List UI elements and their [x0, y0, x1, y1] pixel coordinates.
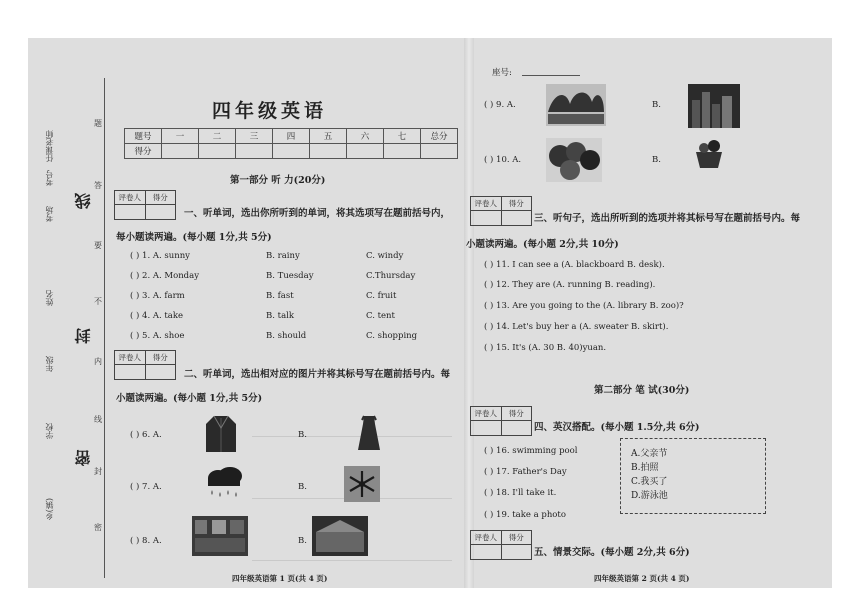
question-row [130, 271, 415, 281]
question-option-b: B. Tuesday [266, 271, 314, 281]
question-9-label: ( ) 9. A. [484, 100, 516, 110]
score-cell [162, 144, 199, 159]
question-10-label: ( ) 10. A. [484, 155, 522, 165]
grader-label: 评卷人 [118, 353, 141, 362]
question-19: ( ) 19. take a photo [484, 510, 566, 520]
exam-title: 四年级英语 [212, 100, 328, 122]
question-8-label: ( ) 8. A. [130, 536, 162, 546]
question-option-c: C. tent [366, 311, 395, 321]
question-row [130, 430, 162, 440]
dress-image [356, 414, 382, 452]
margin-small-word: 题 [94, 119, 102, 128]
margin-label-teacher: 任课老师 [45, 130, 54, 162]
seal-line [104, 78, 105, 578]
score-cell [421, 144, 458, 159]
question-row [298, 482, 307, 492]
score-label: 得分 [145, 191, 176, 204]
margin-label-grade: 年级 [45, 356, 54, 372]
page-1 [112, 38, 462, 588]
grader-box [114, 190, 176, 220]
question-6-label: ( ) 6. A. [130, 430, 162, 440]
city-night-image [688, 84, 740, 128]
question-row [484, 155, 521, 165]
snowflake-image [344, 466, 380, 502]
margin-label-exam-room: 考场 [45, 206, 54, 222]
option-b-label: B. [298, 536, 307, 546]
question-row [130, 331, 417, 341]
score-cell [384, 144, 421, 159]
option-b-label: B. [298, 482, 307, 492]
question-17: ( ) 17. Father's Day [484, 467, 567, 477]
question-row [298, 536, 307, 546]
page-2 [466, 38, 830, 588]
seal-word-xian: 线 [74, 193, 93, 209]
score-label: 得分 [501, 197, 532, 210]
shop-scene-image [192, 516, 248, 556]
question-option-c: C. fruit [366, 291, 397, 301]
score-header-cell: 六 [347, 129, 384, 144]
margin-label-name: 姓名 [45, 290, 54, 306]
binding-margin [32, 38, 110, 588]
score-cell [347, 144, 384, 159]
question-option-a: ( ) 5. A. shoe [130, 331, 185, 341]
page-fold [464, 38, 474, 588]
matching-options-box [620, 438, 766, 514]
grader-box [470, 196, 532, 226]
page-1-footer: 四年级英语第 1 页(共 4 页) [232, 574, 328, 583]
question-option-a: ( ) 4. A. take [130, 311, 184, 321]
question-option-c: C.Thursday [366, 271, 416, 281]
section-1-heading: 一、听单词，选出你所听到的单词，将其选项写在题前括号内， [184, 208, 451, 219]
margin-small-word: 要 [94, 241, 102, 250]
score-header-cell: 一 [162, 129, 199, 144]
match-option-d: D.游泳池 [631, 491, 668, 501]
question-14: ( ) 14. Let's buy her a (A. sweater B. skirt). [484, 322, 669, 332]
score-cell [310, 144, 347, 159]
fruit-image [690, 138, 728, 172]
grader-box [470, 530, 532, 560]
score-cell [199, 144, 236, 159]
section-2-heading-2: 小题读两遍。(每小题 1分,共 5分) [116, 393, 263, 404]
score-row-label: 得分 [125, 144, 162, 159]
question-row [652, 155, 661, 165]
score-label: 得分 [501, 407, 532, 420]
part-1-heading: 第一部分 听 力(20分) [230, 175, 326, 186]
score-header-cell: 四 [273, 129, 310, 144]
grader-label: 评卷人 [118, 193, 141, 202]
question-row [130, 291, 396, 301]
question-option-b: B. should [266, 331, 307, 341]
question-row [130, 251, 403, 261]
option-b-label: B. [652, 100, 661, 110]
question-row [484, 467, 567, 477]
question-row [484, 343, 606, 353]
question-option-b: B. fast [266, 291, 294, 301]
option-b-label: B. [298, 430, 307, 440]
seat-row [492, 66, 512, 78]
question-7-label: ( ) 7. A. [130, 482, 162, 492]
question-row [484, 301, 684, 311]
score-cell [236, 144, 273, 159]
match-option-a: A.父亲节 [631, 449, 668, 459]
score-header-cell: 题号 [125, 129, 162, 144]
margin-small-word: 密 [94, 523, 102, 532]
section-4-heading: 四、英汉搭配。(每小题 1.5分,共 6分) [534, 422, 700, 433]
score-header-cell: 七 [384, 129, 421, 144]
margin-small-word: 线 [94, 415, 102, 424]
score-header-cell: 五 [310, 129, 347, 144]
question-option-c: C. shopping [366, 331, 418, 341]
question-option-a: ( ) 3. A. farm [130, 291, 185, 301]
question-15: ( ) 15. It's (A. 30 B. 40)yuan. [484, 343, 607, 353]
question-row [484, 260, 665, 270]
seal-word-mi: 密 [74, 450, 93, 466]
jacket-image [204, 414, 238, 454]
match-option-c: C.我买了 [631, 477, 668, 487]
grader-box [114, 350, 176, 380]
seat-label: 座号: [492, 68, 512, 78]
question-row [484, 280, 655, 290]
seat-line [522, 75, 580, 76]
question-row [130, 482, 162, 492]
part-2-heading: 第二部分 笔 试(30分) [594, 385, 690, 396]
question-row [130, 536, 162, 546]
question-11: ( ) 11. I can see a (A. blackboard B. desk). [484, 260, 665, 270]
score-header-cell: 二 [199, 129, 236, 144]
question-option-b: B. talk [266, 311, 295, 321]
margin-small-word: 封 [94, 467, 102, 476]
question-row [298, 430, 307, 440]
vegetables-image [546, 138, 602, 182]
park-scene-image [546, 84, 606, 126]
question-option-b: B. rainy [266, 251, 300, 261]
grader-label: 评卷人 [474, 409, 497, 418]
question-18: ( ) 18. I'll take it. [484, 488, 557, 498]
margin-small-word: 答 [94, 181, 102, 190]
question-row [484, 488, 556, 498]
margin-label-town: 乡(镇) [45, 498, 54, 521]
section-3-heading: 三、听句子，选出所听到的选项并将其标号写在题前括号内。每 [534, 213, 801, 224]
match-option-b: B.拍照 [631, 463, 659, 473]
question-option-c: C. windy [366, 251, 404, 261]
score-label: 得分 [145, 351, 176, 364]
seal-word-feng: 封 [74, 328, 93, 344]
exam-sheet [28, 38, 832, 588]
question-row [130, 311, 395, 321]
score-header-cell: 三 [236, 129, 273, 144]
section-3-heading-2: 小题读两遍。(每小题 2分,共 10分) [466, 239, 619, 250]
score-header-cell: 总分 [421, 129, 458, 144]
grader-label: 评卷人 [474, 199, 497, 208]
margin-small-word: 不 [94, 297, 102, 306]
section-1-heading-2: 每小题读两遍。(每小题 1分,共 5分) [116, 232, 272, 243]
section-5-heading: 五、情景交际。(每小题 2分,共 6分) [534, 547, 690, 558]
score-label: 得分 [501, 531, 532, 544]
section-2-heading: 二、听单词，选出相对应的图片并将其标号写在题前括号内。每 [184, 369, 451, 380]
question-13: ( ) 13. Are you going to the (A. library B. zoo)? [484, 301, 684, 311]
option-b-label: B. [652, 155, 661, 165]
rain-cloud-image [204, 466, 244, 502]
question-row [484, 446, 577, 456]
score-table [124, 128, 458, 159]
margin-label-school: 学校 [45, 423, 54, 439]
grader-box [470, 406, 532, 436]
question-12: ( ) 12. They are (A. running B. reading). [484, 280, 656, 290]
market-scene-image [312, 516, 368, 556]
question-row [484, 100, 516, 110]
question-row [652, 100, 661, 110]
margin-small-word: 内 [94, 357, 102, 366]
margin-label-exam-number: 考号 [45, 170, 54, 186]
grader-label: 评卷人 [474, 533, 497, 542]
question-row [484, 510, 566, 520]
question-16: ( ) 16. swimming pool [484, 446, 578, 456]
question-option-a: ( ) 1. A. sunny [130, 251, 190, 261]
score-cell [273, 144, 310, 159]
question-option-a: ( ) 2. A. Monday [130, 271, 199, 281]
page-2-footer: 四年级英语第 2 页(共 4 页) [594, 574, 690, 583]
question-row [484, 322, 668, 332]
